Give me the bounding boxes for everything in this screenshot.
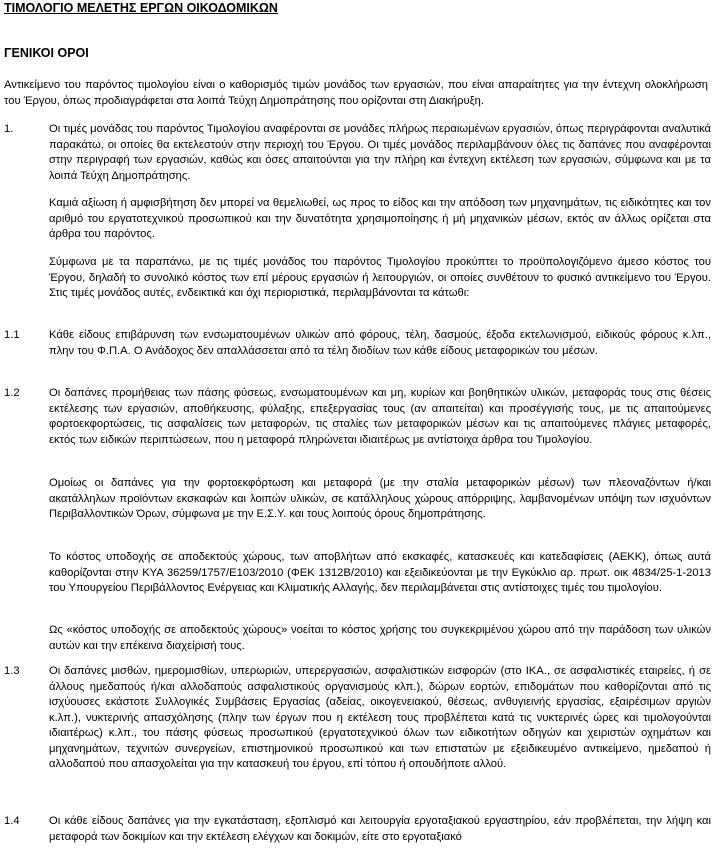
intro-paragraph: Αντικείμενο του παρόντος τιμολογίου είναι ο καθορισμός τιμών μονάδος των εργασιών, που είναι απαραίτητες για την έντεχνη ολοκλήρωση του Έργου, όπως προδιαγράφεται στα λοιπά Τεύχη Δημοπράτησης που ορίζονται στη Διακήρυξη. bbox=[4, 79, 708, 107]
item-paragraph: Σύμφωνα με τα παραπάνω, με τις τιμές μονάδος του παρόντος Τιμολογίου προκύπτει το προϋπολογιζόμενο άμεσο κόστος του Έργου, δηλαδή το συνολικό κόστος των επί μέρους εργασιών ή λειτουργιών, οι οποίες συνθέτουν το φυσικό αντικείμενο του Έργου. Στις τιμές μονάδος αυτές, ενδεικτικά και όχι περιοριστικά, περιλαμβάνονται τα κάτωθι: bbox=[49, 256, 711, 299]
item-number: 1.1 bbox=[4, 329, 20, 341]
item-number: 1. bbox=[4, 123, 14, 135]
item-paragraph: Κάθε είδους επιβάρυνση των ενσωματουμένων υλικών από φόρους, τέλη, δασμούς, έξοδα εκτελωνισμού, ειδικούς φόρους κ.λπ., πλην του Φ.Π.Α. Ο Ανάδοχος δεν απαλλάσσεται από τα τέλη διοδίων των κάθε είδους μεταφορικών του μέσων. bbox=[49, 329, 711, 357]
item-paragraph: Οι τιμές μονάδας του παρόντος Τιμολογίου αναφέρονται σε μονάδες πλήρως περαιωμένων εργασιών, όπως περιγράφονται αναλυτικά παρακάτω, οι οποίες θα εκτελεστούν στην περιοχή του Έργου. Οι τιμές μονάδος περιλαμβάνουν όλες τις δαπάνες που αναφέρονται στην περιγραφή των εργασιών, καθώς και όσες απαιτούνται για την πλήρη και έντεχνη εκτέλεση των εργασιών, σύμφωνα και με τα λοιπά Τεύχη Δημοπράτησης. bbox=[49, 123, 711, 182]
item-paragraph: Οι δαπάνες μισθών, ημερομισθίων, υπερωριών, υπερεργασιών, ασφαλιστικών εισφορών (στο ΙΚΑ., σε ασφαλιστικές εταιρείες, ή σε άλλους ημεδαπούς ή/και αλλοδαπούς ασφαλιστικούς οργανισμούς κλπ.), δώρων εορτών, επιδομάτων που καθορίζονται από τις ισχύουσες εκάστοτε Συλλογικές Συμβάσεις Εργασίας (αδείας, οικογενειακού, θέσεως, ανθυγιεινής εργασίας, εξαιρέσιμων αργιών κ.λπ.), νυκτερινής απασχόλησης (πλην των έργων που η εκτέλεση τους προβλέπεται κατά τις νυκτερινές ώρες και τιμολογούνται ιδιαιτέρως) κ.λπ., του πάσης φύσεως προσωπικού (εργατοτεχνικού όλων των ειδικοτήτων οδηγών και χειριστών οχημάτων και μηχανημάτων, τεχνιτών συνεργείων, επιστημονικού προσωπικού και των επιστατών με εξειδικευμένο αντικείμενο, ημεδαπού ή αλλοδαπού που απασχολείται για την κατασκευή του έργου, επί τόπου ή οπουδήποτε αλλού. bbox=[49, 665, 711, 770]
item-number: 1.3 bbox=[4, 665, 20, 677]
item-paragraph: Οι δαπάνες προμήθειας των πάσης φύσεως, ενσωματουμένων και μη, κυρίων και βοηθητικών υλικών, μεταφοράς τους στις θέσεις εκτέλεσης των εργασιών, αποθήκευσης, φύλαξης, επεξεργασίας τους (αν απαιτείται) και προσέγγισής τους, με τις απαιτούμενες φορτοεκφορτώσεις, τις ασφαλίσεις των μεταφορών, τις σταλίες των μεταφορικών μέσων και τις απαιτούμενες πλάγιες μεταφορές, εκτός των ειδικών περιπτώσεων, που η μεταφορά πληρώνεται ιδιαιτέρως με αντίστοιχα άρθρα του Τιμολογίου. bbox=[49, 387, 711, 446]
item-number: 1.2 bbox=[4, 387, 20, 399]
item-paragraph: Καμιά αξίωση ή αμφισβήτηση δεν μπορεί να θεμελιωθεί, ως προς το είδος και την απόδοση των μηχανημάτων, τις ειδικότητες και τον αριθμό του εργατοτεχνικού προσωπικού και την δυνατότητα χρησιμοποίησης ή μή μηχανικών μέσων, εκτός αν άλλως ορίζεται στα άρθρα του παρόντος. bbox=[49, 197, 711, 240]
item-number: 1.4 bbox=[4, 815, 20, 827]
document-title: ΤΙΜΟΛΟΓΙΟ ΜΕΛΕΤΗΣ ΕΡΓΩΝ ΟΙΚΟΔΟΜΙΚΩΝ bbox=[4, 1, 278, 15]
item-paragraph: Ομοίως οι δαπάνες για την φορτοεκφόρτωση και μεταφορά (με την σταλία μεταφορικών μέσων) των πλεοναζόντων ή/και ακατάλληλων προϊόντων εκσκαφών και λοιπών υλικών, σε κατάλληλους χώρους απόρριψης, λαμβανομένων υπόψη των ισχυόντων Περιβαλλοντικών Όρων, σύμφωνα με την Ε.Σ.Υ. και τους λοιπούς όρους δημοπράτησης. bbox=[49, 477, 711, 520]
item-paragraph: Οι κάθε είδους δαπάνες για την εγκατάσταση, εξοπλισμό και λειτουργία εργοταξιακού εργαστηρίου, εάν προβλέπεται, την λήψη και μεταφορά των δοκιμίων και την εκτέλεση ελέγχων και δοκιμών, είτε στο εργοταξιακό bbox=[49, 815, 711, 843]
item-paragraph: Ως «κόστος υποδοχής σε αποδεκτούς χώρους» νοείται το κόστος χρήσης του συγκεκριμένου χώρου από την παράδοση των υλικών αυτών και την επέκεινα διαχείρισή τους. bbox=[49, 624, 711, 652]
section-heading: ΓΕΝΙΚΟΙ ΟΡΟΙ bbox=[4, 46, 89, 60]
item-paragraph: Το κόστος υποδοχής σε αποδεκτούς χώρους, των αποβλήτων από εκσκαφές, κατασκευές και κατεδαφίσεις (ΑΕΚΚ), όπως αυτά καθορίζονται στην ΚΥΑ 36259/1757/Ε103/2010 (ΦΕΚ 1312Β/2010) και εξειδικεύονται με την Εγκύκλιο αρ. πρωτ. οικ 4834/25-1-2013 του Υπουργείου Περιβάλλοντος Ενέργειας και Κλιματικής Αλλαγής, δεν περιλαμβάνεται στις αντίστοιχες τιμές του τιμολογίου. bbox=[49, 551, 711, 594]
